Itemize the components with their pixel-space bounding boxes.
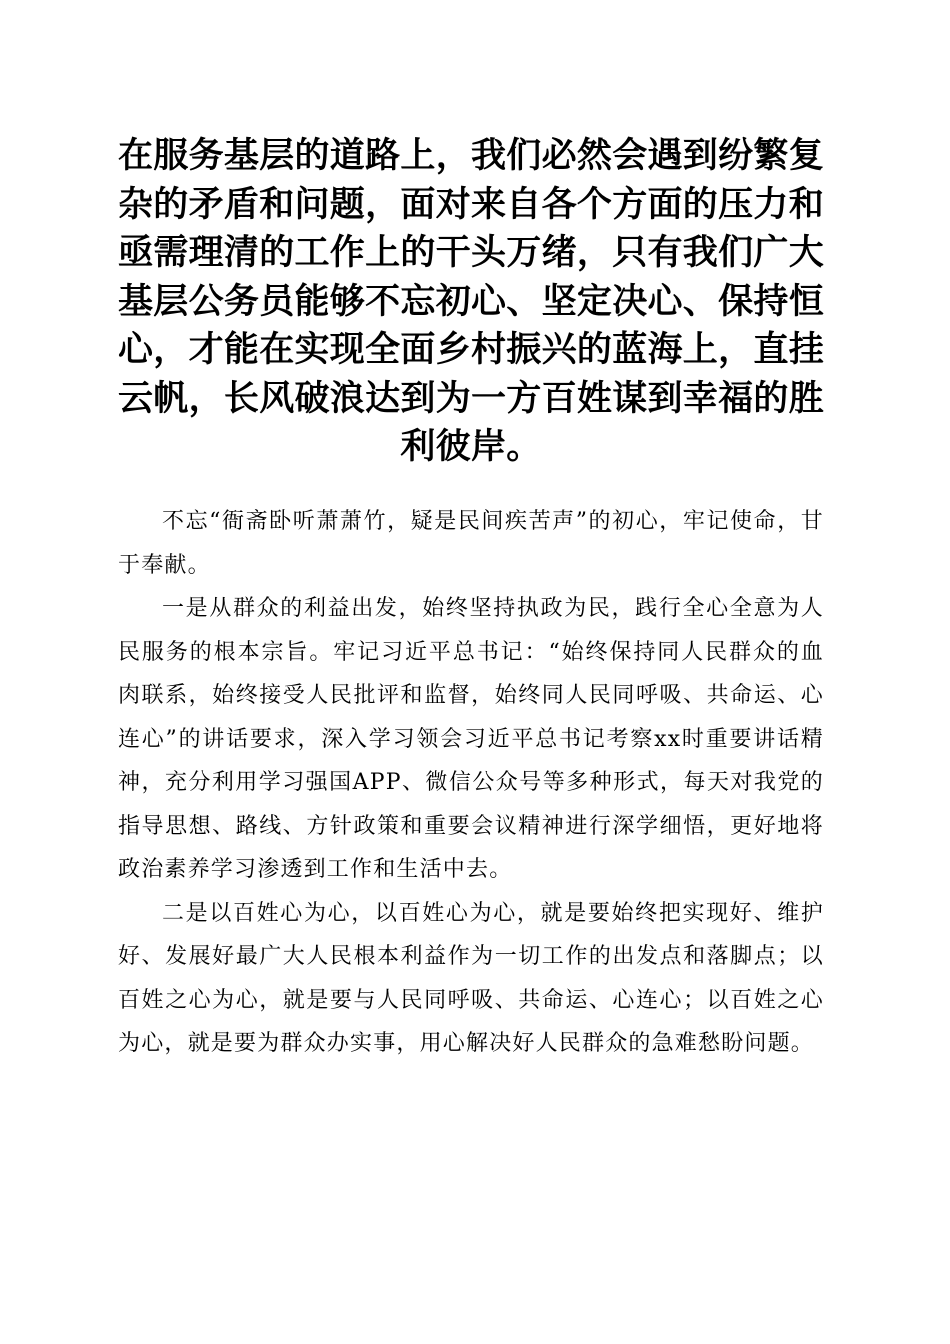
document-title: 在服务基层的道路上，我们必然会遇到纷繁复杂的矛盾和问题，面对来自各个方面的压力和亟需理清的工作上的干头万绪，只有我们广大基层公务员能够不忘初心、坚定决心、保持恒心，才能在实现全面乡村振兴的蓝海上，直挂云帆，长风破浪达到为一方百姓谋到幸福的胜利彼岸。: [118, 135, 825, 467]
document-body: [118, 500, 824, 1066]
body-paragraph: 二是以百姓心为心，以百姓心为心，就是要始终把实现好、维护好、发展好最广大人民根本利益作为一切工作的出发点和落脚点；以百姓之心为心，就是要与人民同呼吸、共命运、心连心；以百姓之心为心，就是要为群众办实事，用心解决好人民群众的急难愁盼问题。: [118, 900, 824, 1056]
body-paragraph: 一是从群众的利益出发，始终坚持执政为民，践行全心全意为人民服务的根本宗旨。牢记习近平总书记：“始终保持同人民群众的血肉联系，始终接受人民批评和监督，始终同人民同呼吸、共命运、心连心”的讲话要求，深入学习领会习近平总书记考察xx时重要讲话精神，充分利用学习强国APP、微信公众号等多种形式，每天对我党的指导思想、路线、方针政策和重要会议精神进行深学细悟，更好地将政治素养学习渗透到工作和生活中去。: [118, 596, 824, 882]
body-paragraph: 不忘“衙斋卧听萧萧竹，疑是民间疾苦声”的初心，牢记使命，甘于奉献。: [118, 509, 824, 578]
